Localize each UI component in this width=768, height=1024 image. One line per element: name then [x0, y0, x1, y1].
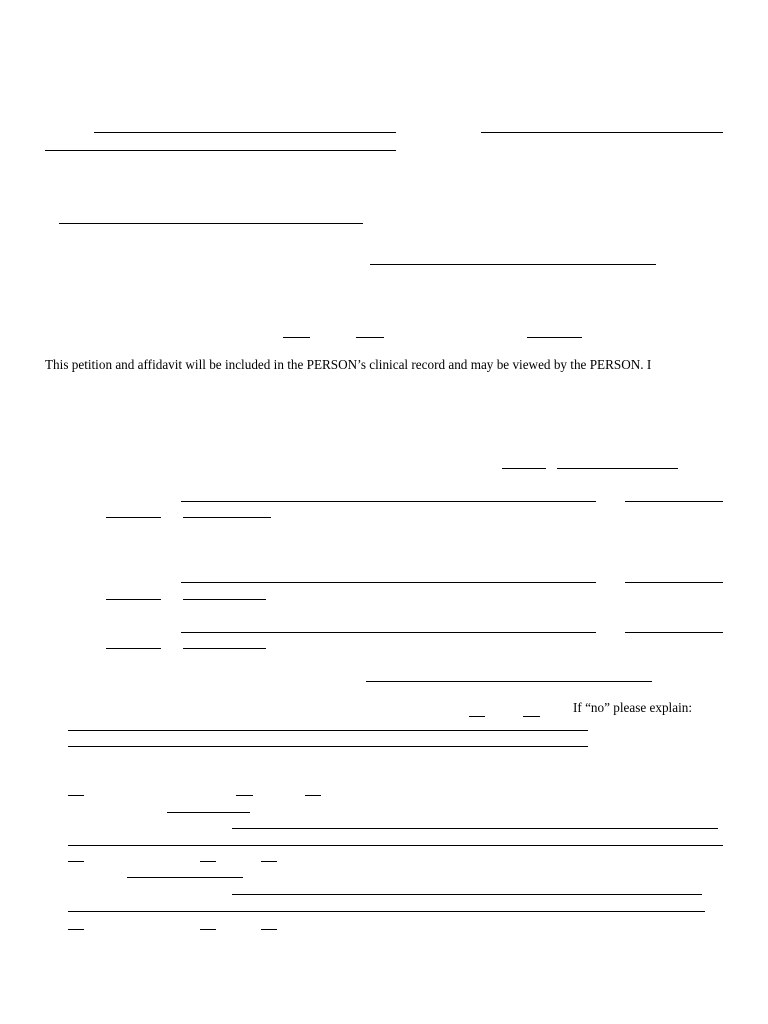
- blank-line[interactable]: [481, 132, 723, 133]
- blank-line[interactable]: [106, 599, 161, 600]
- checkbox-blank[interactable]: [68, 929, 84, 930]
- blank-line[interactable]: [625, 501, 723, 502]
- blank-line[interactable]: [181, 582, 596, 583]
- blank-line[interactable]: [232, 894, 702, 895]
- checkbox-blank[interactable]: [68, 861, 84, 862]
- blank-line[interactable]: [183, 517, 271, 518]
- blank-line[interactable]: [183, 599, 266, 600]
- blank-line[interactable]: [502, 468, 546, 469]
- blank-line[interactable]: [45, 150, 396, 151]
- blank-line[interactable]: [183, 648, 266, 649]
- blank-line[interactable]: [59, 223, 363, 224]
- blank-line[interactable]: [283, 337, 310, 338]
- blank-line[interactable]: [181, 632, 596, 633]
- no-checkbox-blank[interactable]: [523, 716, 540, 717]
- blank-line[interactable]: [106, 648, 161, 649]
- explanation-line[interactable]: [68, 746, 588, 747]
- blank-line[interactable]: [167, 812, 250, 813]
- blank-line[interactable]: [106, 517, 161, 518]
- explain-prompt: If “no” please explain:: [573, 700, 692, 715]
- checkbox-blank[interactable]: [200, 861, 216, 862]
- blank-line[interactable]: [557, 468, 678, 469]
- blank-line[interactable]: [232, 828, 718, 829]
- blank-line[interactable]: [366, 681, 652, 682]
- blank-line[interactable]: [94, 132, 396, 133]
- blank-line[interactable]: [68, 911, 705, 912]
- blank-line[interactable]: [68, 845, 723, 846]
- explanation-line[interactable]: [68, 730, 588, 731]
- clinical-record-statement: This petition and affidavit will be included in the PERSON’s clinical record and may be viewed by the PERSON. I: [45, 357, 652, 372]
- blank-line[interactable]: [181, 501, 596, 502]
- blank-line[interactable]: [625, 632, 723, 633]
- checkbox-blank[interactable]: [261, 861, 277, 862]
- blank-line[interactable]: [370, 264, 656, 265]
- blank-line[interactable]: [527, 337, 582, 338]
- checkbox-blank[interactable]: [305, 795, 321, 796]
- blank-line[interactable]: [625, 582, 723, 583]
- checkbox-blank[interactable]: [200, 929, 216, 930]
- blank-line[interactable]: [356, 337, 384, 338]
- checkbox-blank[interactable]: [68, 795, 84, 796]
- checkbox-blank[interactable]: [261, 929, 277, 930]
- yes-checkbox-blank[interactable]: [469, 716, 485, 717]
- checkbox-blank[interactable]: [236, 795, 253, 796]
- blank-line[interactable]: [127, 877, 243, 878]
